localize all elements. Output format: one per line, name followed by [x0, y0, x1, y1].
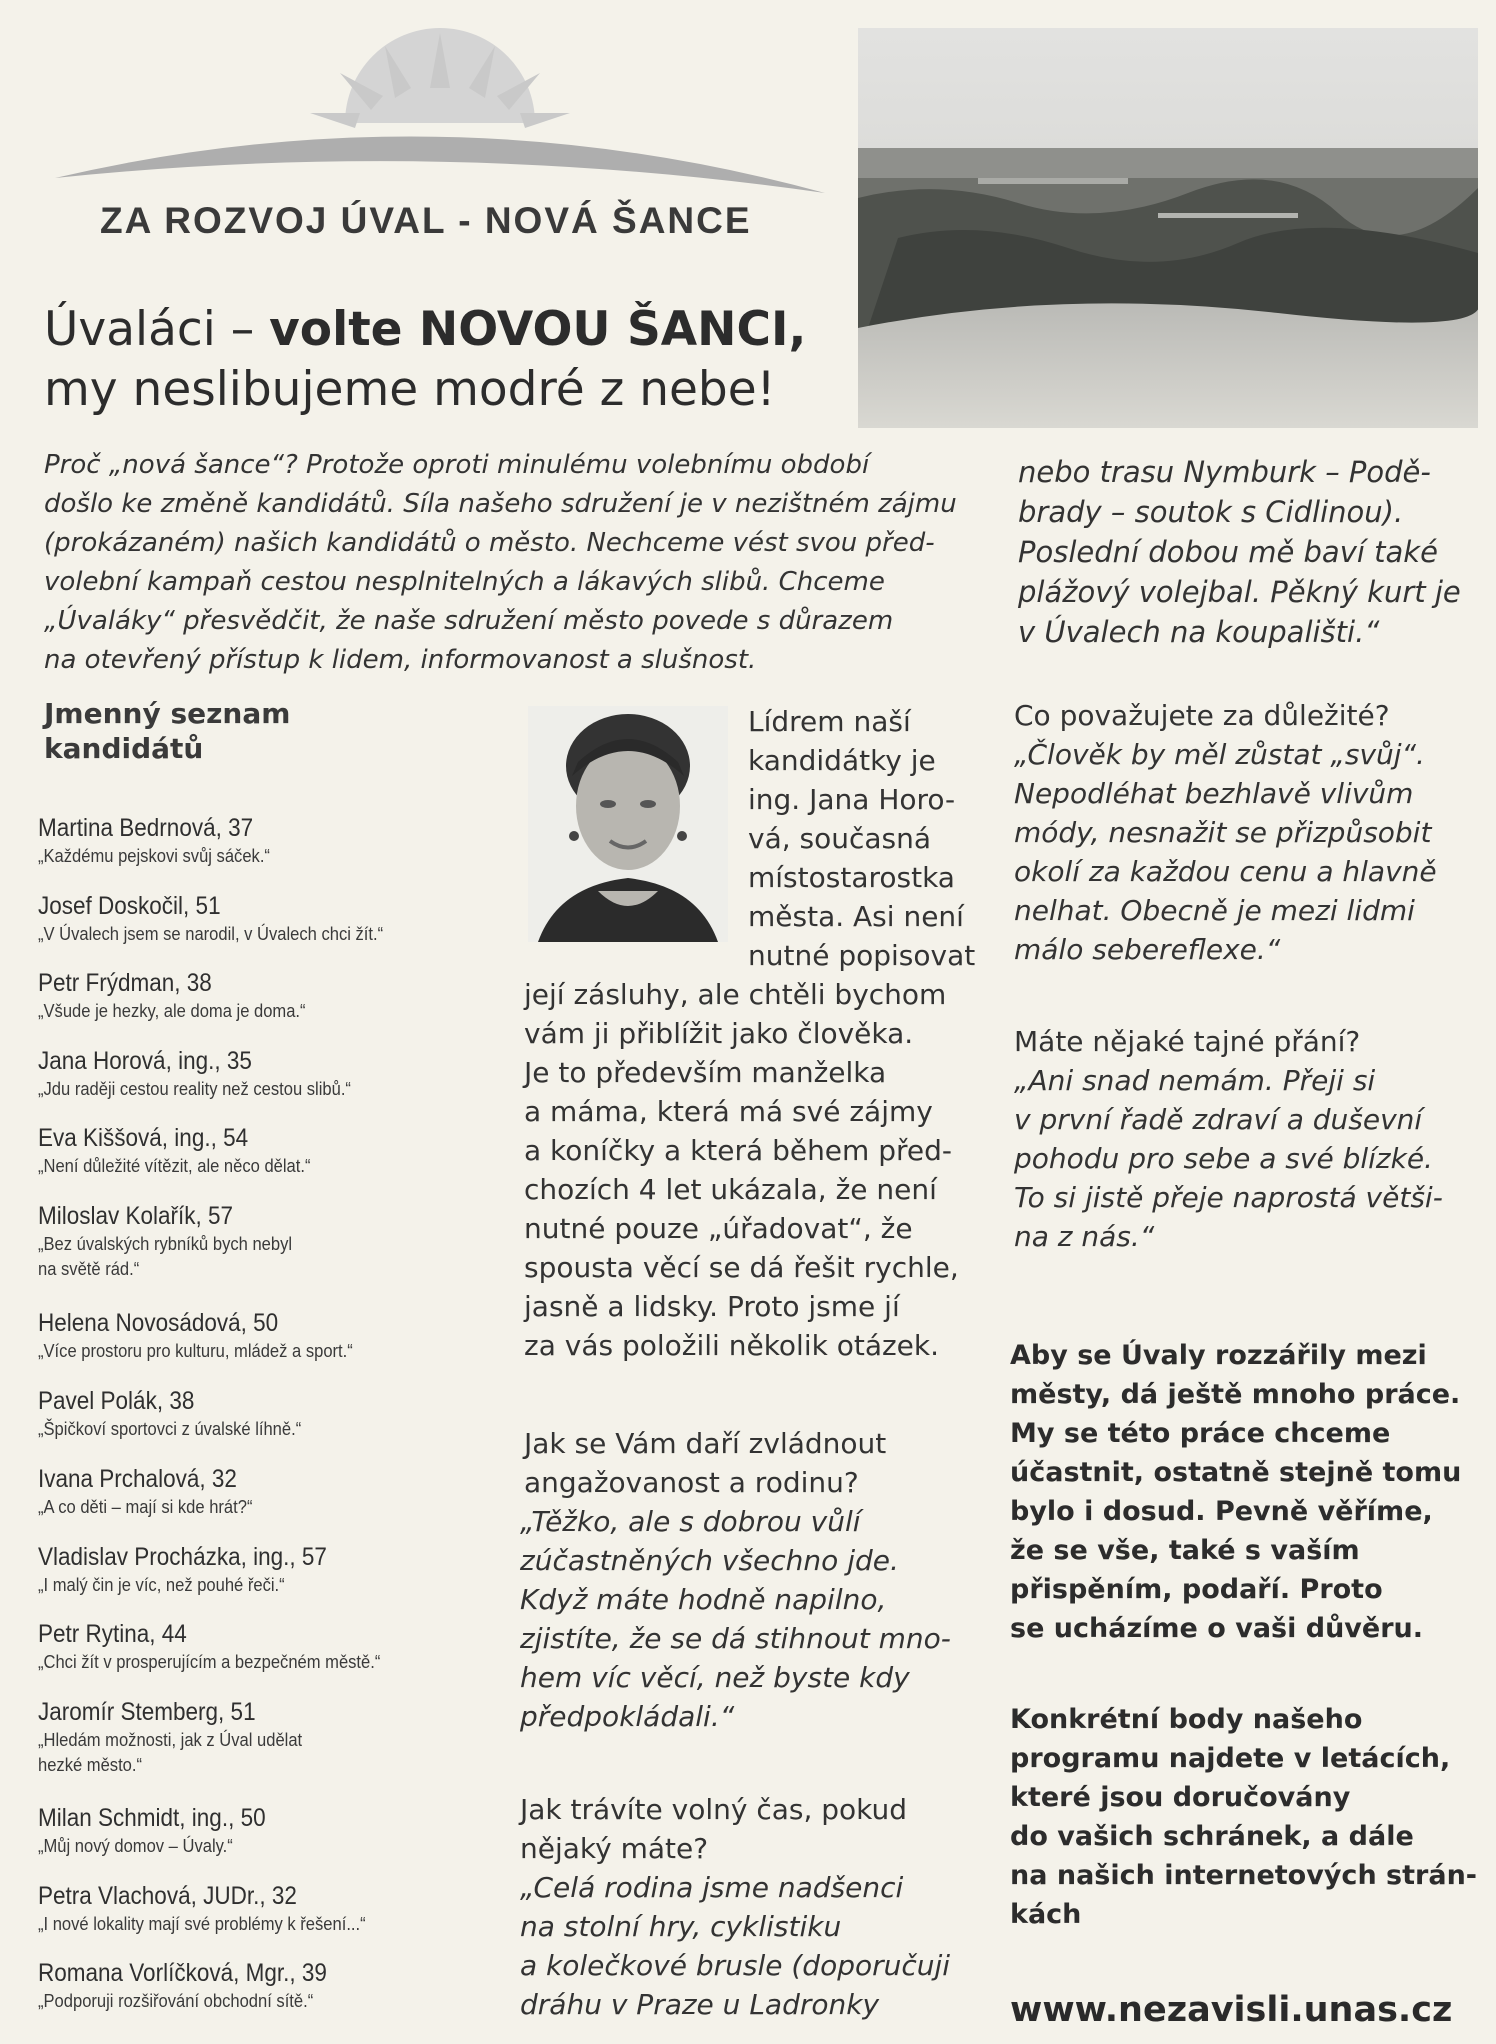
- candidate-quote: „I malý čin je víc, než pouhé řeči.“: [38, 1575, 285, 1595]
- text-line: Máte nějaké tajné přání?: [1014, 1025, 1361, 1058]
- text-line: angažovanost a rodinu?: [524, 1466, 859, 1499]
- candidate-name: Martina Bedrnová, 37: [38, 814, 254, 842]
- candidate-quote: „Bez úvalských rybníků bych nebyl: [38, 1234, 293, 1254]
- text-line: zúčastněných všechno jde.: [520, 1544, 899, 1577]
- intro-line: Proč „nová šance“? Protože oproti minulému volebnímu období: [44, 450, 870, 480]
- candidate-quote: „Špičkoví sportovci z úvalské líhně.“: [38, 1419, 302, 1439]
- answer-1: [520, 1502, 1000, 1736]
- candidate-name: Milan Schmidt, ing., 50: [38, 1804, 266, 1832]
- candidate-name: Petr Frýdman, 38: [38, 969, 212, 997]
- candidate-list-heading: [44, 696, 474, 766]
- text-line: na našich internetových strán-: [1010, 1860, 1478, 1891]
- text-line: do vašich schránek, a dále: [1010, 1821, 1414, 1852]
- right-top-line: v Úvalech na koupališti.“: [1018, 615, 1380, 649]
- landscape-photo: [858, 28, 1478, 428]
- text-line: programu najdete v letácích,: [1010, 1743, 1451, 1774]
- text-line: „Těžko, ale s dobrou vůlí: [520, 1505, 861, 1538]
- candidate-entry: [38, 1385, 518, 1442]
- text-line: okolí za každou cenu a hlavně: [1014, 855, 1437, 888]
- candidate-entry: [38, 1200, 518, 1282]
- answer-3: [1014, 735, 1484, 969]
- heading-line: kandidátů: [44, 732, 204, 765]
- candidate-entry: [38, 1307, 518, 1364]
- candidate-entry: [38, 1802, 518, 1859]
- headline-bold: volte NOVOU ŠANCI,: [269, 302, 807, 357]
- text-line: hem víc věcí, než byste kdy: [520, 1661, 910, 1694]
- intro-line: „Úvaláky“ přesvědčit, že naše sdružení město povede s důrazem: [44, 606, 894, 636]
- text-line: města. Asi není: [748, 900, 964, 933]
- intro-line: volební kampaň cestou nesplnitelných a lákavých slibů. Chceme: [44, 567, 885, 597]
- text-line: ing. Jana Horo-: [748, 783, 956, 816]
- candidate-name: Ivana Prchalová, 32: [38, 1465, 237, 1493]
- text-line: na stolní hry, cyklistiku: [520, 1910, 842, 1943]
- candidate-quote: „Více prostoru pro kulturu, mládež a sport.“: [38, 1341, 353, 1361]
- text-line: vá, současná: [748, 822, 932, 855]
- text-line: „Ani snad nemám. Přeji si: [1014, 1064, 1376, 1097]
- text-line: které jsou doručovány: [1010, 1782, 1351, 1813]
- candidate-entry: [38, 1122, 518, 1179]
- candidate-name: Petr Rytina, 44: [38, 1620, 187, 1648]
- candidate-entry: [38, 1957, 518, 2014]
- heading-line: Jmenný seznam: [44, 697, 291, 730]
- candidate-entry: [38, 1696, 518, 1778]
- text-line: My se této práce chceme: [1010, 1418, 1391, 1449]
- text-line: místostarostka: [748, 861, 955, 894]
- candidate-name: Helena Novosádová, 50: [38, 1309, 279, 1337]
- leader-intro-wrap: [748, 702, 1008, 975]
- candidate-name: Petra Vlachová, JUDr., 32: [38, 1882, 297, 1910]
- headline: [44, 300, 874, 420]
- text-line: a máma, která má své zájmy: [524, 1095, 933, 1128]
- text-line: předpokládali.“: [520, 1700, 735, 1733]
- text-line: Co považujete za důležité?: [1014, 699, 1390, 732]
- intro-paragraph: [44, 446, 1014, 680]
- text-line: za vás položili několik otázek.: [524, 1329, 940, 1362]
- text-line: kách: [1010, 1899, 1082, 1930]
- text-line: Konkrétní body našeho: [1010, 1704, 1363, 1735]
- text-line: málo sebereflexe.“: [1014, 933, 1281, 966]
- answer-2: [520, 1868, 1000, 2024]
- headline-prefix: Úvaláci –: [44, 302, 270, 357]
- text-line: účastnit, ostatně stejně tomu: [1010, 1457, 1462, 1488]
- text-line: dráhu v Praze u Ladronky: [520, 1988, 880, 2021]
- right-top-line: plážový volejbal. Pěkný kurt je: [1018, 575, 1461, 609]
- program-info: [1010, 1700, 1490, 1934]
- candidate-quote: „Jdu raději cestou reality než cestou slibů.“: [38, 1079, 351, 1099]
- text-line: zjistíte, že se dá stihnout mno-: [520, 1622, 951, 1655]
- text-line: že se vše, také s vaším: [1010, 1535, 1360, 1566]
- right-top-line: nebo trasu Nymburk – Podě-: [1018, 455, 1431, 489]
- candidate-entry: [38, 1880, 518, 1937]
- text-line: To si jistě přeje naprostá větši-: [1014, 1181, 1443, 1214]
- text-line: Je to především manželka: [524, 1056, 887, 1089]
- headline-line2: my neslibujeme modré z nebe!: [44, 362, 776, 417]
- candidate-name: Vladislav Procházka, ing., 57: [38, 1543, 327, 1571]
- candidate-entry: [38, 1045, 518, 1102]
- candidate-portrait: [528, 706, 728, 942]
- leader-intro-main: [524, 975, 1004, 1365]
- candidate-entry: [38, 812, 518, 869]
- text-line: Jak trávíte volný čas, pokud: [520, 1793, 908, 1826]
- candidate-name: Romana Vorlíčková, Mgr., 39: [38, 1959, 327, 1987]
- text-line: jasně a lidsky. Proto jsme jí: [524, 1290, 900, 1323]
- candidate-name: Josef Doskočil, 51: [38, 892, 221, 920]
- candidate-quote: „Podporuji rozšiřování obchodní sítě.“: [38, 1991, 314, 2011]
- candidate-entry: [38, 967, 518, 1024]
- candidate-quote: „V Úvalech jsem se narodil, v Úvalech chci žít.“: [38, 924, 384, 944]
- right-top-text: [1018, 452, 1488, 652]
- text-line: městy, dá ještě mnoho práce.: [1010, 1379, 1461, 1410]
- text-line: přispěním, podaří. Proto: [1010, 1574, 1383, 1605]
- candidate-entry: [38, 1541, 518, 1598]
- candidate-name: Jaromír Stemberg, 51: [38, 1698, 256, 1726]
- candidate-quote: na světě rád.“: [38, 1259, 140, 1279]
- candidate-name: Pavel Polák, 38: [38, 1387, 195, 1415]
- text-line: se ucházíme o vaši důvěru.: [1010, 1613, 1424, 1644]
- right-top-line: brady – soutok s Cidlinou).: [1018, 495, 1404, 529]
- candidate-quote: „A co děti – mají si kde hrát?“: [38, 1497, 253, 1517]
- text-line: v první řadě zdraví a duševní: [1014, 1103, 1423, 1136]
- text-line: Nepodléhat bezhlavě vlivům: [1014, 777, 1414, 810]
- candidate-name: Miloslav Kolařík, 57: [38, 1202, 234, 1230]
- candidate-quote: „Všude je hezky, ale doma je doma.“: [38, 1001, 306, 1021]
- party-name: ZA ROZVOJ ÚVAL - NOVÁ ŠANCE: [100, 200, 752, 241]
- closing-statement: [1010, 1336, 1490, 1648]
- text-line: nutné pouze „úřadovat“, že: [524, 1212, 913, 1245]
- answer-4: [1014, 1061, 1484, 1256]
- text-line: a kolečkové brusle (doporučuji: [520, 1949, 951, 1982]
- text-line: vám ji přiblížit jako člověka.: [524, 1017, 914, 1050]
- candidate-quote: „Každému pejskovi svůj sáček.“: [38, 846, 270, 866]
- candidate-quote: „Můj nový domov – Úvaly.“: [38, 1836, 233, 1856]
- candidate-quote: „I nové lokality mají své problémy k řešení...“: [38, 1914, 366, 1934]
- text-line: spousta věcí se dá řešit rychle,: [524, 1251, 959, 1284]
- intro-line: došlo ke změně kandidátů. Síla našeho sdružení je v nezištném zájmu: [44, 489, 957, 519]
- question-1: [524, 1424, 1004, 1502]
- candidate-quote: hezké město.“: [38, 1755, 143, 1775]
- text-line: Aby se Úvaly rozzářily mezi: [1010, 1340, 1427, 1371]
- text-line: nutné popisovat: [748, 939, 976, 972]
- text-line: módy, nesnažit se přizpůsobit: [1014, 816, 1432, 849]
- candidate-entry: [38, 1463, 518, 1520]
- text-line: na z nás.“: [1014, 1220, 1155, 1253]
- text-line: její zásluhy, ale chtěli bychom: [524, 978, 947, 1011]
- candidate-entry: [38, 890, 518, 947]
- text-line: a koníčky a která během před-: [524, 1134, 952, 1167]
- text-line: Když máte hodně napilno,: [520, 1583, 887, 1616]
- right-top-line: Poslední dobou mě baví také: [1018, 535, 1438, 569]
- candidate-name: Jana Horová, ing., 35: [38, 1047, 252, 1075]
- question-2: [520, 1790, 1000, 1868]
- text-line: bylo i dosud. Pevně věříme,: [1010, 1496, 1433, 1527]
- candidate-quote: „Není důležité vítězit, ale něco dělat.“: [38, 1156, 311, 1176]
- text-line: Jak se Vám daří zvládnout: [524, 1427, 887, 1460]
- candidate-name: Eva Kiššová, ing., 54: [38, 1124, 249, 1152]
- sun-logo-icon: [55, 28, 825, 203]
- question-3: [1014, 696, 1484, 735]
- text-line: Lídrem naší: [748, 705, 911, 738]
- intro-line: (prokázaném) našich kandidátů o město. Nechceme vést svou před-: [44, 528, 935, 558]
- question-4: [1014, 1022, 1484, 1061]
- candidate-entry: [38, 1618, 518, 1675]
- candidate-quote: „Chci žít v prosperujícím a bezpečném městě.“: [38, 1652, 381, 1672]
- text-line: kandidátky je: [748, 744, 936, 777]
- text-line: nějaký máte?: [520, 1832, 709, 1865]
- text-line: „Člověk by měl zůstat „svůj“.: [1014, 738, 1425, 771]
- text-line: nelhat. Obecně je mezi lidmi: [1014, 894, 1415, 927]
- candidate-quote: „Hledám možnosti, jak z Úval udělat: [38, 1730, 303, 1750]
- intro-line: na otevřený přístup k lidem, informovanost a slušnost.: [44, 645, 757, 675]
- website-link[interactable]: www.nezavisli.unas.cz: [1010, 1990, 1453, 2030]
- text-line: chozích 4 let ukázala, že není: [524, 1173, 937, 1206]
- text-line: „Celá rodina jsme nadšenci: [520, 1871, 904, 1904]
- text-line: pohodu pro sebe a své blízké.: [1014, 1142, 1433, 1175]
